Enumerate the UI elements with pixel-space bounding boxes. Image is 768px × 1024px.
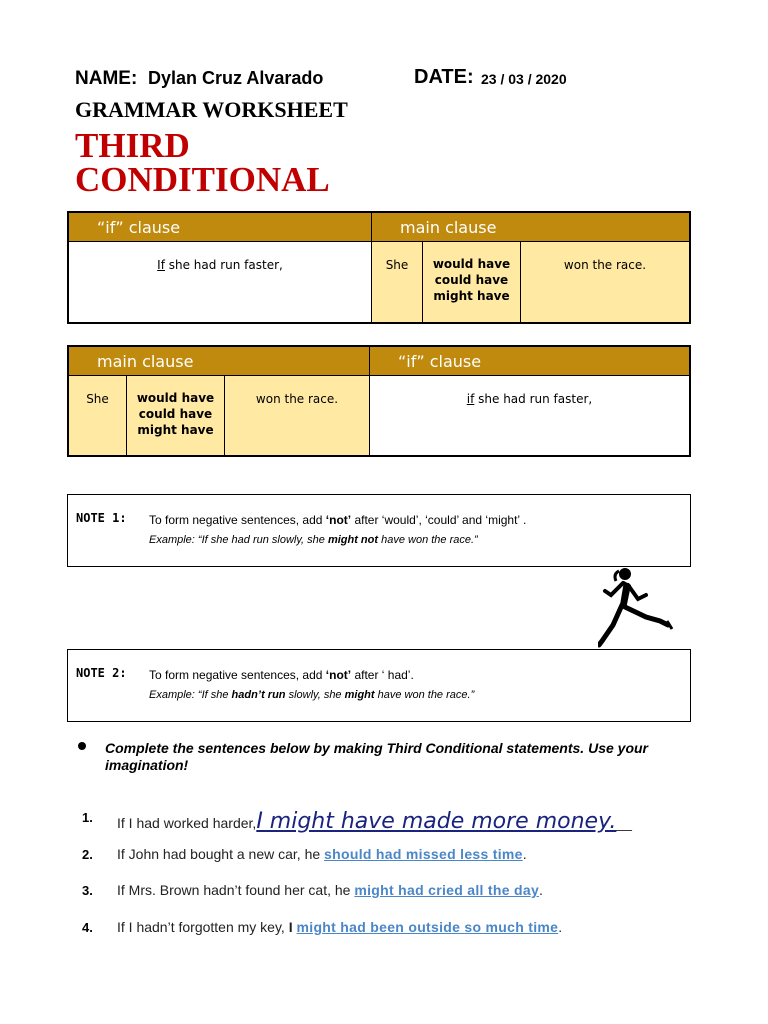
- exercise-2: If John had bought a new car, he should had missed less time.: [117, 846, 527, 862]
- table2-subject: She: [68, 376, 127, 457]
- table1-head-main: main clause: [372, 212, 691, 242]
- exercise-1-number: 1.: [82, 810, 93, 825]
- note-2-example: Example: “If she hadn’t run slowly, she might have won the race.”: [149, 689, 475, 701]
- exercise-4: If I hadn’t forgotten my key, I might had been outside so much time.: [117, 919, 563, 935]
- exercise-1-prompt: If I had worked harder,: [117, 815, 257, 831]
- table1-subject: She: [372, 242, 423, 324]
- note-2-text: To form negative sentences, add ‘not’ after ‘ had’.: [149, 668, 414, 682]
- table1-if-cell: If she had run faster,: [68, 242, 372, 324]
- note-1-label: NOTE 1:: [76, 511, 127, 525]
- note-2-box: [67, 649, 691, 722]
- instructions-text: Complete the sentences below by making Third Conditional statements. Use your imagination!: [105, 740, 648, 773]
- exercise-4-answer[interactable]: might had been outside so much time: [296, 919, 559, 935]
- date-value: 23 / 03 / 2020: [481, 71, 567, 87]
- exercise-3-prompt: If Mrs. Brown hadn’t found her cat, he: [117, 882, 355, 898]
- date-label: DATE:: [414, 66, 474, 88]
- exercise-1: If I had worked harder,I might have made more money.__: [117, 809, 632, 834]
- exercise-1-answer[interactable]: I might have made more money.: [256, 809, 617, 834]
- table1-head-if: “if” clause: [68, 212, 372, 242]
- exercise-4-number: 4.: [82, 920, 93, 935]
- table2-head-if: “if” clause: [370, 346, 691, 376]
- exercise-4-prompt: If I hadn’t forgotten my key,: [117, 919, 289, 935]
- note-1-text: To form negative sentences, add ‘not’ after ‘would’, ‘could’ and ‘might’ .: [149, 513, 527, 527]
- table1-result: won the race.: [521, 242, 691, 324]
- table2-if-cell: if she had run faster,: [370, 376, 691, 457]
- running-woman-silhouette-icon: [598, 565, 674, 651]
- title-line-2: CONDITIONAL: [75, 160, 330, 199]
- note-1-box: [67, 494, 691, 567]
- exercise-2-prompt: If John had bought a new car, he: [117, 846, 325, 862]
- name-label: NAME:: [75, 68, 138, 89]
- exercise-2-answer[interactable]: should had missed less time: [324, 846, 523, 862]
- exercise-3-number: 3.: [82, 883, 93, 898]
- exercise-2-number: 2.: [82, 847, 93, 862]
- bullet-icon: [78, 742, 86, 750]
- grammar-table-if-first: [67, 211, 691, 324]
- exercise-3-answer[interactable]: might had cried all the day: [354, 882, 540, 898]
- worksheet-subtitle: GRAMMAR WORKSHEET: [75, 97, 348, 122]
- table2-verbs: would have could have might have: [127, 376, 225, 457]
- student-name: Dylan Cruz Alvarado: [148, 68, 324, 88]
- table1-verbs: would have could have might have: [423, 242, 521, 324]
- note-2-label: NOTE 2:: [76, 666, 127, 680]
- table2-result: won the race.: [225, 376, 370, 457]
- worksheet-title: [75, 126, 330, 200]
- grammar-table-main-first: [67, 345, 691, 457]
- exercise-3: If Mrs. Brown hadn’t found her cat, he might had cried all the day.: [117, 882, 543, 898]
- title-line-1: THIRD: [75, 126, 190, 165]
- note-1-example: Example: “If she had run slowly, she might not have won the race.”: [149, 534, 478, 546]
- table2-head-main: main clause: [68, 346, 370, 376]
